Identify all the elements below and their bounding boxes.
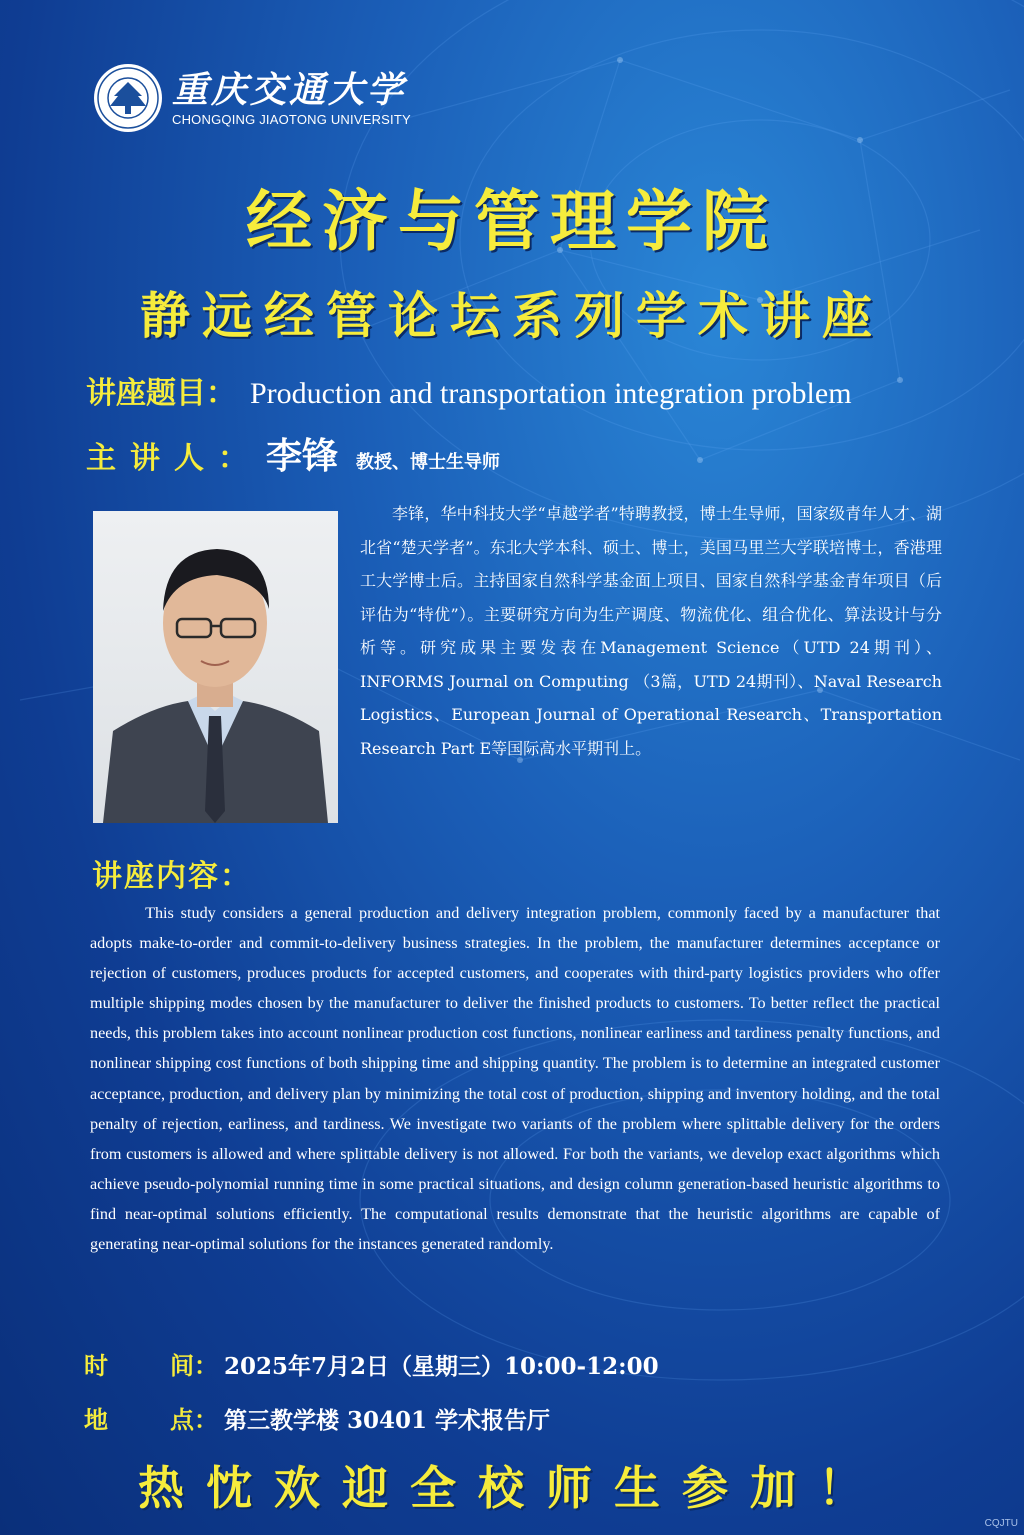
university-seal-icon: [92, 62, 164, 134]
speaker-title: 教授、博士生导师: [356, 452, 501, 473]
watermark: CQJTU: [984, 1518, 1018, 1529]
forum-subtitle: 静远经管论坛系列学术讲座: [140, 287, 884, 345]
place-label: 点：: [170, 1405, 218, 1434]
time-row: [84, 1346, 659, 1381]
speaker-portrait-icon: [93, 511, 338, 823]
place-row: [84, 1400, 550, 1435]
place-label-char: 地: [84, 1405, 108, 1434]
speaker-photo: [93, 511, 338, 823]
content-label: 讲座内容：: [92, 859, 252, 894]
speaker-row: [86, 428, 500, 479]
welcome-slogan: 热忱欢迎全校师生参加！: [138, 1461, 886, 1515]
time-value: 2025年7月2日（星期三）10:00-12:00: [224, 1353, 659, 1380]
university-name-en: CHONGQING JIAOTONG UNIVERSITY: [172, 111, 411, 127]
university-logo: [92, 62, 411, 134]
lecture-abstract: This study considers a general production and delivery integration problem, commonly faced by a manufacturer that adopts make-to-order and commit-to-delivery business strategies. In the problem, the manufacturer determines acceptance or rejection of customers, produces products for accepted customers, and cooperates with third-party logistics providers who offer multiple shipping modes chosen by the manufacturer to deliver the finished products to customers. To better reflect the practical needs, this problem takes into account nonlinear production cost functions, nonlinear earliness and tardiness penalty functions, and nonlinear shipping cost functions of both shipping time and shipping quantity. The problem is to determine an integrated customer acceptance, production, and delivery plan by minimizing the total cost of production, shipping and inventory holding, and the total penalty of rejection, earliness, and tardiness. We investigate two variants of the problem where splittable delivery for the orders from customers is allowed and where splittable delivery is not allowed. For both the variants, we develop exact algorithms which achieve pseudo-polynomial running time in some practical situations, and design column generation-based heuristic algorithms to find near-optimal solutions efficiently. The computational results demonstrate that the heuristic algorithms are capable of generating near-optimal solutions for the instances generated randomly.: [90, 904, 940, 1254]
lecture-topic-row: [86, 368, 852, 412]
time-label-char: 时: [84, 1351, 108, 1380]
speaker-bio: 李锋，华中科技大学“卓越学者”特聘教授，博士生导师，国家级青年人才、湖北省“楚天学者”。东北大学本科、硕士、博士，美国马里兰大学联培博士，香港理工大学博士后。主持国家自然科学基金面上项目、国家自然科学基金青年项目（后评估为“特优”）。主要研究方向为生产调度、物流优化、组合优化、算法设计与分析等。研究成果主要发表在Management Science（UTD 24期刊）、INFORMS Journal on Computing （3篇，UTD 24期刊）、Naval Research Logistics、European Journal of Operational Research、Transportation Research Part E等国际高水平期刊上。: [360, 504, 942, 758]
school-title: 经济与管理学院: [246, 183, 778, 260]
time-label: 间：: [170, 1351, 218, 1380]
topic-value: Production and transportation integration problem: [250, 377, 852, 410]
speaker-label: 主讲人：: [86, 441, 262, 476]
speaker-name: 李锋: [266, 435, 339, 477]
university-name-cn: 重庆交通大学: [172, 68, 407, 111]
topic-label: 讲座题目：: [86, 376, 236, 411]
place-value: 第三教学楼 30401 学术报告厅: [224, 1407, 551, 1434]
